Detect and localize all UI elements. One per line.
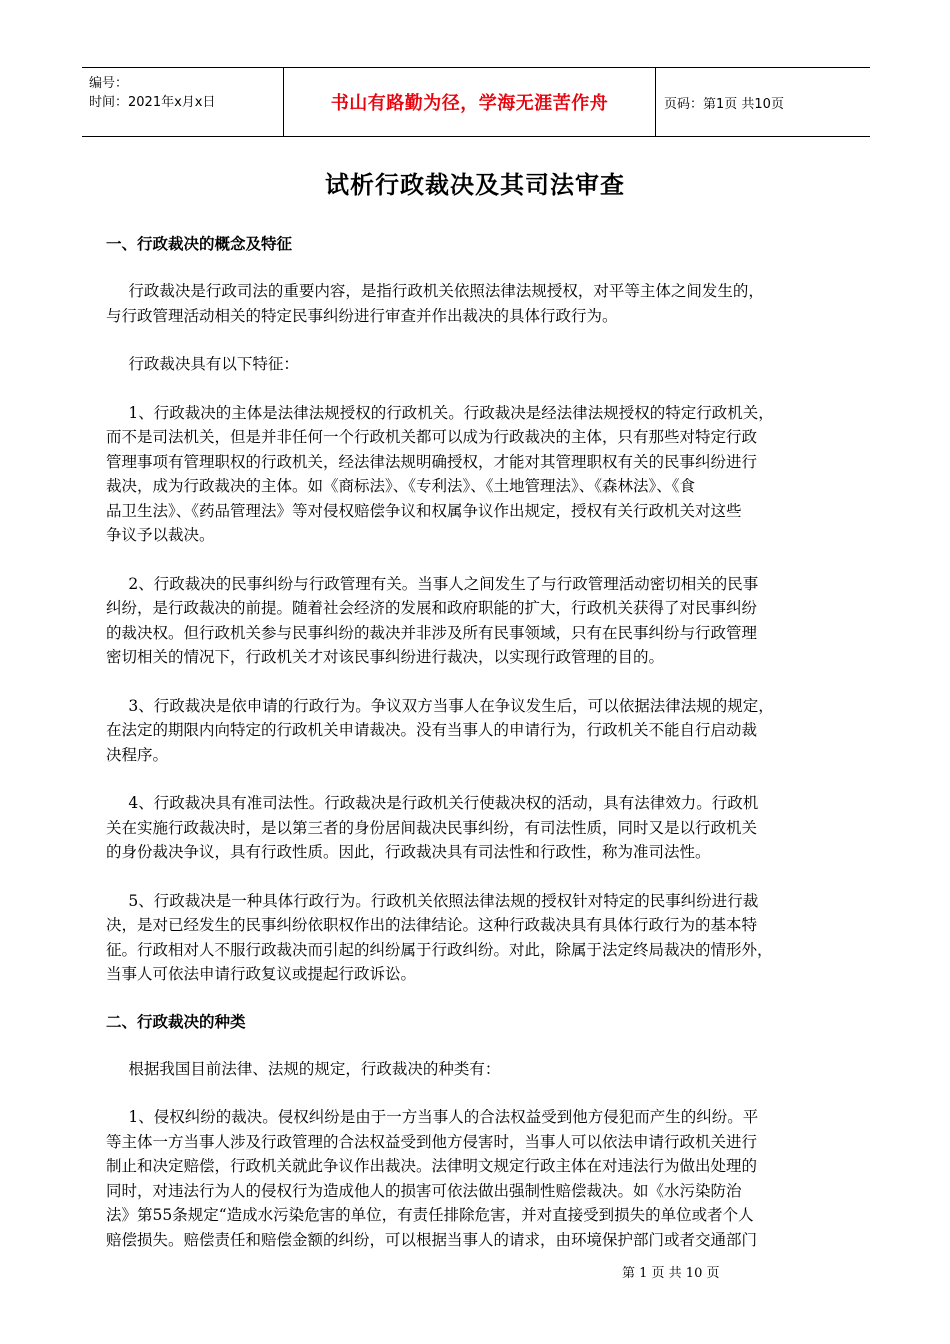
paragraph-line: 密切相关的情况下，行政机关才对该民事纠纷进行裁决，以实现行政管理的目的。 (106, 648, 665, 666)
document-title: 试析行政裁决及其司法审查 (325, 171, 625, 199)
number-label: 编号： (89, 76, 129, 91)
paragraph-line: 法》第55条规定“造成水污染危害的单位，有责任排除危害，并对直接受到损失的单位或者个人 (106, 1206, 754, 1224)
paragraph-line: 等主体一方当事人涉及行政管理的合法权益受到他方侵害时，当事人可以依法申请行政机关进行 (106, 1132, 758, 1151)
paragraph-line: 关在实施行政裁决时，是以第三者的身份居间裁决民事纠纷，有司法性质，同时又是以行政机关 (106, 818, 758, 837)
time-label: 时间：2021年x月x日 (89, 95, 216, 110)
paragraph (106, 352, 878, 377)
paragraph-line: 的裁决权。但行政机关参与民事纠纷的裁决并非涉及所有民事领域，只有在民事纠纷与行政管理 (106, 623, 758, 642)
paragraph-line: 5、行政裁决是一种具体行政行为。行政机关依照法律法规的授权针对特定的民事纠纷进行裁 (108, 891, 759, 910)
section-heading-1: 一、行政裁决的概念及特征 (106, 235, 293, 253)
paragraph-line: 制止和决定赔偿，行政机关就此争议作出裁决。法律明文规定行政主体在对违法行为做出处理的 (106, 1157, 758, 1175)
paragraph-line: 1、侵权纠纷的裁决。侵权纠纷是由于一方当事人的合法权益受到他方侵犯而产生的纠纷。平 (108, 1108, 759, 1126)
page-footer: 第 1 页 共 10 页 (622, 1266, 720, 1281)
paragraph (106, 889, 878, 987)
paragraph-line: 根据我国目前法律、法规的规定，行政裁决的种类有： (108, 1059, 501, 1078)
paragraph (106, 401, 878, 548)
paragraph-line: 同时，对违法行为人的侵权行为造成他人的损害可依法做出强制性赔偿裁决。如《水污染防治 (106, 1181, 742, 1200)
paragraph-line: 行政裁决是行政司法的重要内容，是指行政机关依照法律法规授权，对平等主体之间发生的， (108, 282, 764, 300)
paragraph-line: 与行政管理活动相关的特定民事纠纷进行审查并作出裁决的具体行政行为。 (106, 306, 618, 325)
paragraph-line: 在法定的期限内向特定的行政机关申请裁决。没有当事人的申请行为，行政机关不能自行启动裁 (106, 721, 758, 739)
paragraph (106, 1057, 878, 1082)
paragraph-line: 1、行政裁决的主体是法律法规授权的行政机关。行政裁决是经法律法规授权的特定行政机关， (108, 403, 774, 422)
paragraph-line: 决程序。 (106, 745, 169, 764)
paragraph-line: 决，是对已经发生的民事纠纷依职权作出的法律结论。这种行政裁决具有具体行政行为的基本特 (106, 916, 758, 934)
paragraph (106, 694, 878, 768)
paragraph-line: 品卫生法》、《药品管理法》等对侵权赔偿争议和权属争议作出规定，授权有关行政机关对这些 (106, 501, 742, 520)
paragraph-line: 征。行政相对人不服行政裁决而引起的纠纷属于行政纠纷。对此，除属于法定终局裁决的情形外， (106, 940, 773, 959)
document-body (106, 233, 878, 1276)
section-heading-2: 二、行政裁决的种类 (106, 1012, 246, 1031)
paragraph (106, 791, 878, 865)
paragraph-line: 裁决，成为行政裁决的主体。如《商标法》、《专利法》、《土地管理法》、《森林法》、《食 (106, 477, 696, 495)
paragraph (106, 1105, 878, 1252)
paragraph-line: 3、行政裁决是依申请的行政行为。争议双方当事人在争议发生后，可以依据法律法规的规定， (108, 696, 774, 715)
paragraph (106, 279, 878, 328)
paragraph-line: 2、行政裁决的民事纠纷与行政管理有关。当事人之间发生了与行政管理活动密切相关的民事 (108, 574, 759, 593)
paragraph-line: 当事人可依法申请行政复议或提起行政诉讼。 (106, 965, 417, 983)
paragraph-line: 赔偿损失。赔偿责任和赔偿金额的纠纷，可以根据当事人的请求，由环境保护部门或者交通部门 (106, 1230, 758, 1249)
motto: 书山有路勤为径，学海无涯苦作舟 (330, 93, 609, 114)
header-page-cell (656, 68, 870, 136)
paragraph-line: 4、行政裁决具有准司法性。行政裁决是行政机关行使裁决权的活动，具有法律效力。行政机 (108, 794, 759, 812)
paragraph (106, 572, 878, 670)
paragraph-line: 争议予以裁决。 (106, 526, 215, 544)
header-motto-cell (283, 68, 656, 136)
paragraph-line: 的身份裁决争议，具有行政性质。因此，行政裁决具有司法性和行政性，称为准司法性。 (106, 843, 711, 861)
paragraph-line: 行政裁决具有以下特征： (108, 355, 299, 373)
header-table (82, 67, 870, 137)
paragraph-line: 管理事项有管理职权的行政机关，经法律法规明确授权，才能对其管理职权有关的民事纠纷进行 (106, 452, 758, 471)
header-meta (82, 68, 283, 136)
paragraph-line: 纠纷，是行政裁决的前提。随着社会经济的发展和政府职能的扩大，行政机关获得了对民事纠纷 (106, 599, 758, 617)
paragraph-line: 而不是司法机关，但是并非任何一个行政机关都可以成为行政裁决的主体，只有那些对特定行政 (106, 428, 758, 446)
page-info: 页码：第1页 共10页 (664, 96, 784, 112)
